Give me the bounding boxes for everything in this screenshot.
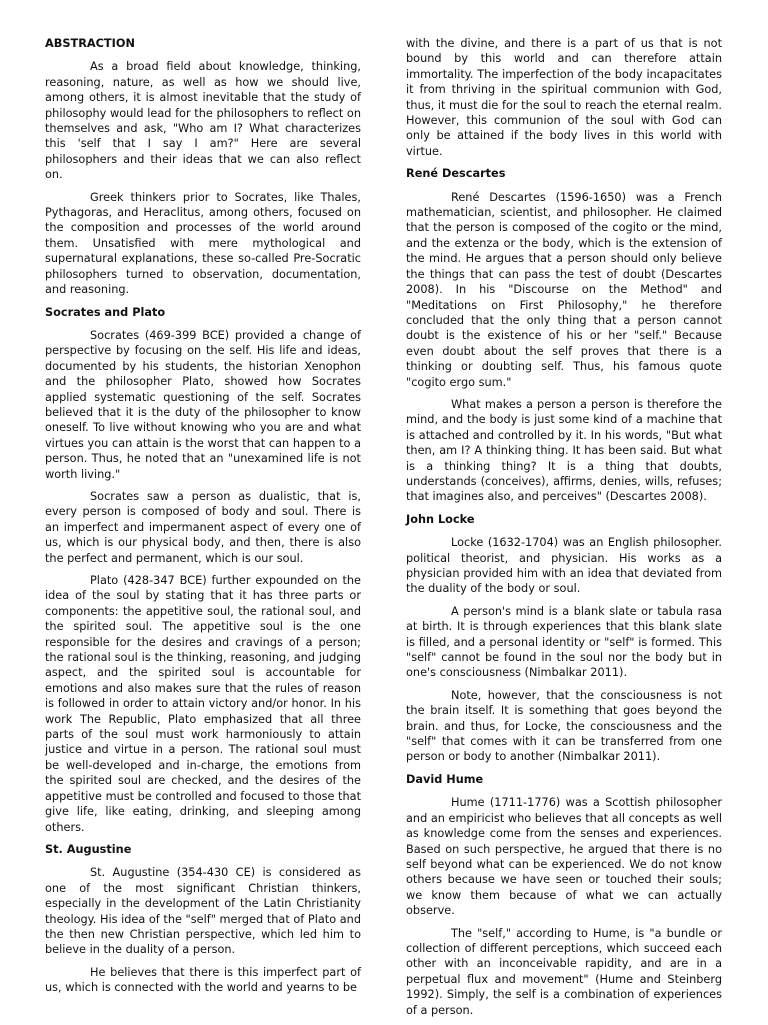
paragraph: He believes that there is this imperfect part of us, which is connected with the world and yearns to be — [45, 965, 361, 995]
paragraph: St. Augustine (354-430 CE) is considered as one of the most significant Christian thinkers, especially in the development of the Latin Christianity theology. His idea of the "self" merged that of Plato and the then new Christian perspective, which led him to believe in the duality of a person. — [45, 866, 361, 957]
paragraph: Note, however, that the consciousness is not the brain itself. It is something that goes beyond the brain. and thus, for Locke, the consciousness and the "self" that comes with it can be transferred from one person or body to another (Nimbalkar 2011). — [406, 688, 722, 764]
heading-st-augustine: St. Augustine — [45, 842, 132, 856]
paragraph: A person's mind is a blank slate or tabula rasa at birth. It is through experiences that this blank slate is filled, and a personal identity or "self" is formed. This "self" cannot be found in the soul nor the body but in one's consciousness (Nimbalkar 2011). — [406, 604, 722, 680]
paragraph: As a broad field about knowledge, thinking, reasoning, nature, as well as how we should live, among others, it is almost inevitable that the study of philosophy would lead for the philosophers to reflect on themselves and ask, "Who am I? What characterizes this 'self that I say I am?" Here are several philosophers and their ideas that we can also reflect on. — [45, 60, 361, 182]
left-column — [45, 36, 361, 1003]
heading-socrates-plato: Socrates and Plato — [45, 305, 166, 319]
paragraph: with the divine, and there is a part of us that is not bound by this world and can therefore attain immortality. The imperfection of the body incapacitates it from thriving in the spiritual communion with God, thus, it must die for the soul to reach the eternal realm. However, this communion of the soul with God can only be attained if the body lives in this world with virtue. — [406, 37, 722, 158]
heading-john-locke: John Locke — [406, 512, 475, 526]
right-column — [406, 36, 722, 1025]
paragraph: Socrates (469-399 BCE) provided a change of perspective by focusing on the self. His life and ideas, documented by his students, the historian Xenophon and the philosopher Plato, showed how Socrates applied systematic questioning of the self. Socrates believed that it is the duty of the philosopher to know oneself. To live without knowing who you are and what virtues you can attain is the worst that can happen to a person. Thus, he noted that an "unexamined life is not worth living." — [45, 328, 361, 481]
paragraph: The "self," according to Hume, is "a bundle or collection of different perceptions, which succeed each other with an inconceivable rapidity, and are in a perpetual flux and movement" (Hume and Steinberg 1992). Simply, the self is a combination of experiences of a person. — [406, 926, 722, 1017]
paragraph: Hume (1711-1776) was a Scottish philosopher and an empiricist who believes that all concepts as well as knowledge come from the senses and experiences. Based on such perspective, he argued that there is no self beyond what can be experienced. We do not know others because we have seen or touched their souls; we know them because of what we can actually observe. — [406, 796, 722, 918]
paragraph: Socrates saw a person as dualistic, that is, every person is composed of body and soul. There is an imperfect and impermanent aspect of every one of us, which is our physical body, and then, there is also the perfect and permanent, which is our soul. — [45, 489, 361, 565]
heading-abstraction: ABSTRACTION — [45, 37, 135, 50]
paragraph: Plato (428-347 BCE) further expounded on the idea of the soul by stating that it has three parts or components: the appetitive soul, the rational soul, and the spirited soul. The appetitive soul is the one responsible for the desires and cravings of a person; the rational soul is the thinking, reasoning, and judging aspect, and the spirited soul is accountable for emotions and also makes sure that the rules of reason is followed in order to attain victory and/or honor. In his work The Republic, Plato emphasized that all three parts of the soul must work harmoniously to attain justice and virtue in a person. The rational soul must be well-developed and in-charge, the emotions from the spirited soul are checked, and the desires of the appetitive must be controlled and focused to those that give life, like eating, drinking, and sleeping among others. — [45, 574, 361, 834]
paragraph: Greek thinkers prior to Socrates, like Thales, Pythagoras, and Heraclitus, among others, focused on the composition and processes of the world around them. Unsatisfied with mere mythological and supernatural explanations, these so-called Pre-Socratic philosophers turned to observation, documentation, and reasoning. — [45, 190, 361, 297]
paragraph: René Descartes (1596-1650) was a French mathematician, scientist, and philosopher. He claimed that the person is composed of the cogito or the mind, and the extenza or the body, which is the extension of the mind. He argues that a person should only believe the things that can pass the test of doubt (Descartes 2008). In his "Discourse on the Method" and "Meditations on First Philosophy," he therefore concluded that the only thing that a person cannot doubt is the existence of his or her "self." Because even doubt about the self proves that there is a thinking or doubting self. Thus, his famous quote "cogito ergo sum." — [406, 190, 722, 389]
paragraph: What makes a person a person is therefore the mind, and the body is just some kind of a machine that is attached and controlled by it. In his words, "But what then, am I? A thinking thing. It has been said. But what is a thinking thing? It is a thing that doubts, understands (conceives), affirms, denies, wills, refuses; that imagines also, and perceives" (Descartes 2008). — [406, 397, 722, 504]
heading-david-hume: David Hume — [406, 772, 484, 786]
heading-rene-descartes: René Descartes — [406, 167, 506, 181]
paragraph: Locke (1632-1704) was an English philosopher. political theorist, and physician. His works as a physician provided him with an idea that deviated from the duality of the body or soul. — [406, 536, 722, 596]
